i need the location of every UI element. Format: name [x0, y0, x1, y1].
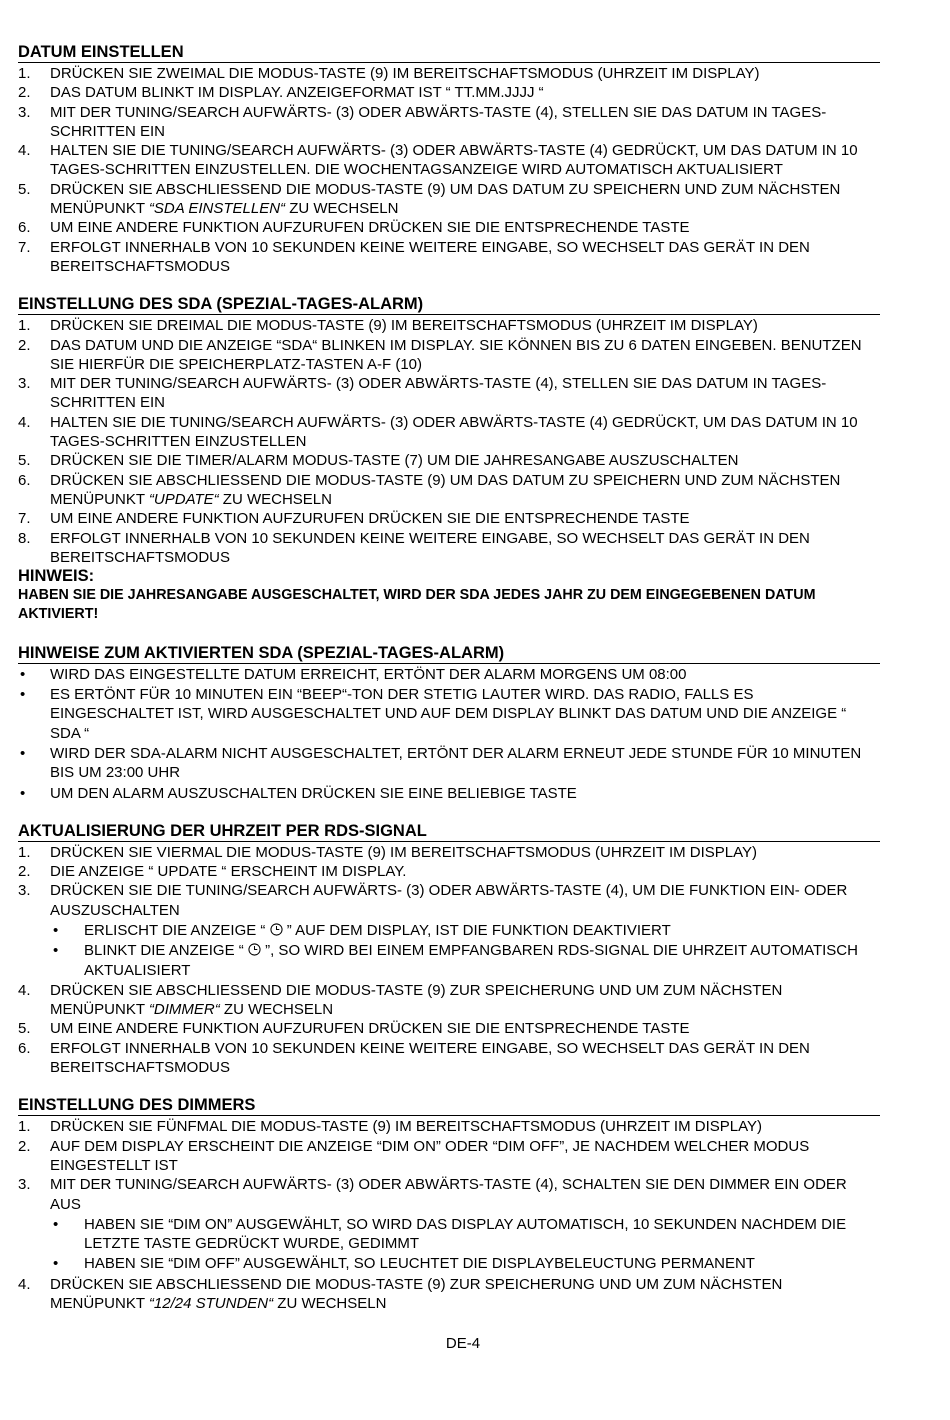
list-item	[18, 238, 880, 277]
item-text-part: ERLISCHT DIE ANZEIGE “	[84, 921, 270, 939]
sub-bullet-item	[50, 941, 880, 980]
list-item	[18, 83, 880, 102]
item-text-part: ”, SO WIRD BEI EINEM EMPFANGBAREN RDS-SIGNAL DIE UHRZEIT AUTOMATISCH AKTUALISIERT	[84, 942, 858, 979]
section-rds	[18, 822, 880, 1078]
item-text-part: DRÜCKEN SIE ABSCHLIESSEND DIE MODUS-TASTE (9) ZUR SPEICHERUNG UND UM ZUM NÄCHSTEN MENÜPUNKT	[50, 1275, 783, 1313]
section-title: AKTUALISIERUNG DER UHRZEIT PER RDS-SIGNAL	[18, 822, 880, 842]
item-number: 7.	[18, 238, 31, 256]
item-text: DAS DATUM BLINKT IM DISPLAY. ANZEIGEFORMAT IST “ TT.MM.JJJJ “	[50, 84, 544, 102]
item-text: ERFOLGT INNERHALB VON 10 SEKUNDEN KEINE WEITERE EINGABE, SO WECHSELT DAS GERÄT IN DEN BEREITSCHAFTSMODUS	[50, 529, 810, 566]
item-text: MIT DER TUNING/SEARCH AUFWÄRTS- (3) ODER ABWÄRTS-TASTE (4), STELLEN SIE DAS DATUM IN TAGES-SCHRITTEN EIN	[50, 103, 827, 140]
list-item	[18, 1175, 880, 1214]
item-text: HALTEN SIE DIE TUNING/SEARCH AUFWÄRTS- (3) ODER ABWÄRTS-TASTE (4) GEDRÜCKT, UM DAS DATUM IN 10 TAGES-SCHRITTEN EINZUSTELLEN	[50, 413, 858, 451]
item-number: 4.	[18, 981, 31, 999]
item-text	[50, 180, 880, 219]
list-item	[18, 451, 880, 470]
item-text-part: DRÜCKEN SIE ABSCHLIESSEND DIE MODUS-TASTE (9) ZUR SPEICHERUNG UND UM ZUM NÄCHSTEN MENÜPUNKT	[50, 981, 783, 1019]
item-number: 3.	[18, 1176, 31, 1194]
bullet-icon: •	[53, 1255, 59, 1273]
item-text	[50, 1275, 880, 1314]
bullet-item	[18, 744, 880, 783]
item-text: HABEN SIE “DIM OFF” AUSGEWÄHLT, SO LEUCHTET DIE DISPLAYBELEUCTUNG PERMANENT	[84, 1255, 755, 1273]
sub-bullet-item	[50, 1215, 880, 1254]
list-item	[18, 64, 880, 83]
item-text: ERFOLGT INNERHALB VON 10 SEKUNDEN KEINE WEITERE EINGABE, SO WECHSELT DAS GERÄT IN DEN BEREITSCHAFTSMODUS	[50, 1039, 810, 1077]
item-number: 6.	[18, 471, 31, 489]
item-text-part: ZU WECHSELN	[218, 490, 332, 508]
list-item	[18, 1019, 880, 1038]
list-item	[18, 1117, 880, 1136]
sub-bullet-item	[50, 921, 880, 940]
item-text: DRÜCKEN SIE VIERMAL DIE MODUS-TASTE (9) IM BEREITSCHAFTSMODUS (UHRZEIT IM DISPLAY)	[50, 843, 758, 861]
item-number: 2.	[18, 84, 31, 102]
list-item	[18, 1137, 880, 1176]
item-text: MIT DER TUNING/SEARCH AUFWÄRTS- (3) ODER ABWÄRTS-TASTE (4), STELLEN SIE DAS DATUM IN TAGES-SCHRITTEN EIN	[50, 375, 827, 412]
bullet-icon: •	[20, 744, 26, 762]
item-number: 1.	[18, 843, 31, 861]
item-text	[50, 471, 880, 510]
item-number: 2.	[18, 1137, 31, 1155]
list-item	[18, 529, 880, 568]
clock-icon	[270, 923, 283, 936]
item-number: 4.	[18, 413, 31, 431]
item-number: 5.	[18, 452, 31, 470]
item-text: DRÜCKEN SIE ZWEIMAL DIE MODUS-TASTE (9) IM BEREITSCHAFTSMODUS (UHRZEIT IM DISPLAY)	[50, 65, 760, 82]
item-number: 7.	[18, 510, 31, 528]
item-number: 2.	[18, 336, 31, 354]
bullet-icon: •	[53, 1215, 59, 1233]
section-sda	[18, 295, 880, 624]
list-item	[18, 1039, 880, 1078]
item-number: 2.	[18, 863, 31, 881]
item-number: 1.	[18, 1118, 31, 1136]
item-number: 6.	[18, 219, 31, 237]
item-text-part: ZU WECHSELN	[219, 1001, 334, 1019]
list-item	[18, 413, 880, 452]
item-text: DIE ANZEIGE “ UPDATE “ ERSCHEINT IM DISPLAY.	[50, 863, 407, 881]
bullet-icon: •	[20, 665, 26, 683]
section-hinweise	[18, 644, 880, 803]
item-text: WIRD DER SDA-ALARM NICHT AUSGESCHALTET, ERTÖNT DER ALARM ERNEUT JEDE STUNDE FÜR 10 MINUTEN BIS UM 23:00 UHR	[50, 744, 862, 782]
section-datum	[18, 43, 880, 276]
note-title: HINWEIS:	[18, 567, 95, 586]
item-text: HABEN SIE “DIM ON” AUSGEWÄHLT, SO WIRD DAS DISPLAY AUTOMATISCH, 10 SEKUNDEN NACHDEM DIE LETZTE TASTE GEDRÜCKT WURDE, GEDIMMT	[84, 1215, 847, 1253]
section-dimmer	[18, 1096, 880, 1313]
list-item	[18, 374, 880, 413]
item-text-part: DRÜCKEN SIE ABSCHLIESSEND DIE MODUS-TASTE (9) UM DAS DATUM ZU SPEICHERN UND ZUM NÄCHSTEN MENÜPUNKT	[50, 471, 841, 508]
list-item	[18, 1275, 880, 1314]
section-title: EINSTELLUNG DES DIMMERS	[18, 1096, 880, 1116]
item-text: ERFOLGT INNERHALB VON 10 SEKUNDEN KEINE WEITERE EINGABE, SO WECHSELT DAS GERÄT IN DEN BEREITSCHAFTSMODUS	[50, 238, 810, 275]
item-text-part: BLINKT DIE ANZEIGE “	[84, 942, 248, 960]
item-number: 5.	[18, 1020, 31, 1038]
list-item	[18, 471, 880, 510]
item-text: DRÜCKEN SIE DIE TUNING/SEARCH AUFWÄRTS- (3) ODER ABWÄRTS-TASTE (4), UM DIE FUNKTION EIN- ODER AUSZUSCHALTEN	[50, 882, 848, 919]
item-text	[50, 981, 880, 1020]
item-number: 1.	[18, 317, 31, 335]
bullet-icon: •	[20, 686, 26, 704]
menu-reference: “UPDATE“	[148, 490, 219, 508]
item-number: 5.	[18, 180, 31, 198]
list-item	[18, 141, 880, 180]
item-number: 1.	[18, 65, 31, 82]
item-text-part: DRÜCKEN SIE ABSCHLIESSEND DIE MODUS-TASTE (9) UM DAS DATUM ZU SPEICHERN UND ZUM NÄCHSTEN MENÜPUNKT	[50, 180, 841, 218]
menu-reference: “DIMMER“	[148, 1001, 220, 1019]
list-item	[18, 103, 880, 142]
list-item	[18, 981, 880, 1020]
item-text	[84, 921, 880, 940]
document-page	[18, 43, 880, 1332]
item-text-part: ” AUF DEM DISPLAY, IST DIE FUNKTION DEAKTIVIERT	[282, 921, 671, 939]
list-item	[18, 336, 880, 375]
item-text: UM EINE ANDERE FUNKTION AUFZURUFEN DRÜCKEN SIE DIE ENTSPRECHENDE TASTE	[50, 219, 690, 237]
bullet-icon: •	[20, 784, 26, 802]
item-text-part: ZU WECHSELN	[285, 200, 399, 218]
bullet-item	[18, 685, 880, 743]
clock-icon	[248, 943, 261, 956]
item-text: DRÜCKEN SIE FÜNFMAL DIE MODUS-TASTE (9) IM BEREITSCHAFTSMODUS (UHRZEIT IM DISPLAY)	[50, 1118, 762, 1136]
item-text: UM EINE ANDERE FUNKTION AUFZURUFEN DRÜCKEN SIE DIE ENTSPRECHENDE TASTE	[50, 510, 690, 528]
menu-reference: “SDA EINSTELLEN“	[148, 200, 286, 218]
item-text	[84, 941, 880, 980]
item-number: 3.	[18, 103, 31, 121]
list-item	[18, 509, 880, 528]
item-number: 6.	[18, 1039, 31, 1057]
note-text: HABEN SIE DIE JAHRESANGABE AUSGESCHALTET, WIRD DER SDA JEDES JAHR ZU DEM EINGEGEBENEN DATUM AKTIVIERT!	[18, 587, 816, 623]
list-item	[18, 316, 880, 335]
list-item	[18, 862, 880, 881]
sub-bullet-item	[50, 1254, 880, 1273]
bullet-icon: •	[53, 921, 59, 939]
section-title: EINSTELLUNG DES SDA (SPEZIAL-TAGES-ALARM)	[18, 295, 880, 315]
item-text: HALTEN SIE DIE TUNING/SEARCH AUFWÄRTS- (3) ODER ABWÄRTS-TASTE (4) GEDRÜCKT, UM DAS DATUM IN 10 TAGES-SCHRITTEN EINZUSTELLEN. DIE WOCHENTAGSANZEIGE WIRD AUTOMATISCH AKTUALISIERT	[50, 142, 858, 179]
item-text: ES ERTÖNT FÜR 10 MINUTEN EIN “BEEP“-TON DER STETIG LAUTER WIRD. DAS RADIO, FALLS ES EINGESCHALTET IST, WIRD AUSGESCHALTET UND AUF DEM DISPLAY BLINKT DAS DATUM UND DIE ANZEIGE “ SDA “	[50, 686, 847, 742]
item-text: WIRD DAS EINGESTELLTE DATUM ERREICHT, ERTÖNT DER ALARM MORGENS UM 08:00	[50, 665, 687, 683]
item-number: 3.	[18, 882, 31, 900]
item-number: 4.	[18, 1275, 31, 1293]
item-text: UM DEN ALARM AUSZUSCHALTEN DRÜCKEN SIE EINE BELIEBIGE TASTE	[50, 784, 577, 802]
list-item	[18, 881, 880, 920]
item-text: DAS DATUM UND DIE ANZEIGE “SDA“ BLINKEN IM DISPLAY. SIE KÖNNEN BIS ZU 6 DATEN EINGEBEN. BENUTZEN SIE HIERFÜR DIE SPEICHERPLATZ-TASTEN A-F (10)	[50, 336, 862, 373]
item-number: 4.	[18, 142, 31, 160]
item-text: DRÜCKEN SIE DREIMAL DIE MODUS-TASTE (9) IM BEREITSCHAFTSMODUS (UHRZEIT IM DISPLAY)	[50, 317, 758, 335]
item-text: UM EINE ANDERE FUNKTION AUFZURUFEN DRÜCKEN SIE DIE ENTSPRECHENDE TASTE	[50, 1020, 690, 1038]
bullet-item	[18, 784, 880, 803]
section-title: DATUM EINSTELLEN	[18, 43, 880, 63]
item-number: 3.	[18, 375, 31, 393]
section-title: HINWEISE ZUM AKTIVIERTEN SDA (SPEZIAL-TAGES-ALARM)	[18, 644, 880, 664]
page-number: DE-4	[445, 1335, 481, 1352]
list-item	[18, 218, 880, 237]
item-text: DRÜCKEN SIE DIE TIMER/ALARM MODUS-TASTE (7) UM DIE JAHRESANGABE AUSZUSCHALTEN	[50, 452, 739, 470]
item-text: AUF DEM DISPLAY ERSCHEINT DIE ANZEIGE “DIM ON” ODER “DIM OFF”, JE NACHDEM WELCHER MODUS EINGESTELLT IST	[50, 1137, 810, 1174]
list-item	[18, 843, 880, 862]
item-number: 8.	[18, 529, 31, 547]
item-text: MIT DER TUNING/SEARCH AUFWÄRTS- (3) ODER ABWÄRTS-TASTE (4), SCHALTEN SIE DEN DIMMER EIN ODER AUS	[50, 1176, 847, 1213]
menu-reference: “12/24 STUNDEN“	[148, 1295, 274, 1313]
item-text-part: ZU WECHSELN	[273, 1295, 387, 1313]
bullet-item	[18, 665, 880, 684]
bullet-icon: •	[53, 942, 59, 960]
list-item	[18, 180, 880, 219]
